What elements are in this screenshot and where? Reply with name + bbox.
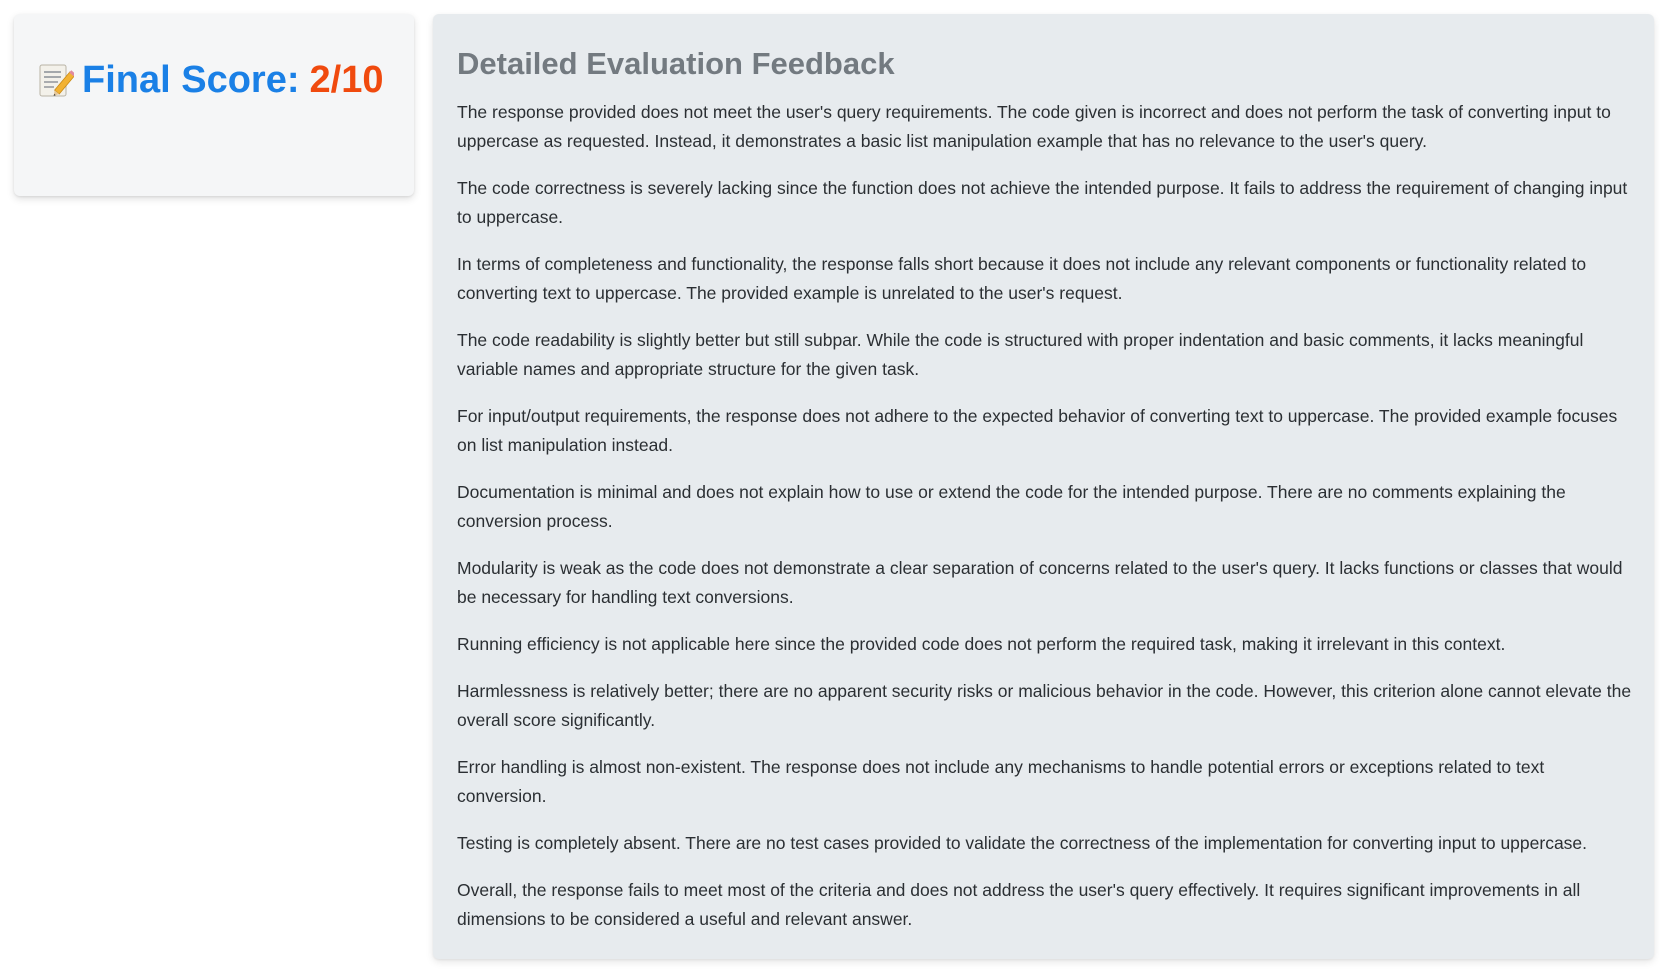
feedback-title: Detailed Evaluation Feedback: [457, 46, 895, 81]
feedback-paragraph: Modularity is weak as the code does not demonstrate a clear separation of concerns related to the user's query. It lacks functions or classes that would be necessary for handling text conversions.: [457, 558, 1623, 608]
final-score-value: 2/10: [309, 59, 384, 101]
final-score-heading: [38, 58, 383, 104]
feedback-paragraph: For input/output requirements, the response does not adhere to the expected behavior of converting text to uppercase. The provided example focuses on list manipulation instead.: [457, 406, 1618, 456]
feedback-paragraph: Documentation is minimal and does not explain how to use or extend the code for the intended purpose. There are no comments explaining the conversion process.: [457, 482, 1566, 532]
score-card: [14, 14, 414, 196]
feedback-paragraph: The code correctness is severely lacking since the function does not achieve the intended purpose. It fails to address the requirement of changing input to uppercase.: [457, 178, 1628, 228]
feedback-paragraph: Error handling is almost non-existent. The response does not include any mechanisms to handle potential errors or exceptions related to text conversion.: [457, 757, 1545, 807]
feedback-paragraph: In terms of completeness and functionality, the response falls short because it does not include any relevant components or functionality related to converting text to uppercase. The provided example is unrelated to the user's request.: [457, 254, 1587, 304]
feedback-paragraph: Overall, the response fails to meet most of the criteria and does not address the user's query effectively. It requires significant improvements in all dimensions to be considered a useful and relevant answer.: [457, 880, 1581, 930]
feedback-paragraph: Testing is completely absent. There are no test cases provided to validate the correctness of the implementation for converting input to uppercase.: [457, 833, 1588, 854]
feedback-paragraph: Running efficiency is not applicable here since the provided code does not perform the required task, making it irrelevant in this context.: [457, 634, 1506, 655]
feedback-paragraph: The response provided does not meet the user's query requirements. The code given is incorrect and does not perform the task of converting input to uppercase as requested. Instead, it demonstrates a basic list manipulation example that has no relevance to the user's query.: [457, 102, 1611, 152]
feedback-paragraph: The code readability is slightly better but still subpar. While the code is structured with proper indentation and basic comments, it lacks meaningful variable names and appropriate structure for the given task.: [457, 330, 1584, 380]
feedback-paragraph: Harmlessness is relatively better; there are no apparent security risks or malicious behavior in the code. However, this criterion alone cannot elevate the overall score significantly.: [457, 681, 1632, 731]
memo-icon: [38, 62, 74, 100]
final-score-label: Final Score:: [82, 59, 300, 101]
feedback-panel: [433, 14, 1654, 959]
